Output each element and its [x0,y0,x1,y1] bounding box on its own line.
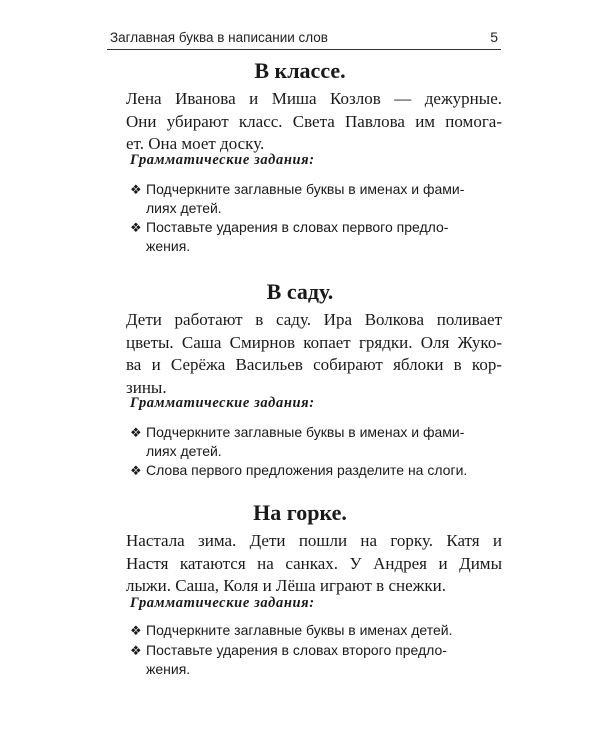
task-line: лиях детей. [146,200,222,216]
task-line: Поставьте ударения в словах первого предло- [146,219,449,235]
section-paragraph [126,88,502,156]
section-title-na-gorke: На горке. [253,500,347,525]
paragraph-line: ет. Она моет доску. [126,134,265,153]
tasks-heading: Грамматические задания: [130,395,315,411]
page-number: 5 [490,29,498,45]
diamond-bullet-icon: ❖ [130,220,142,235]
task-line: жения. [146,238,191,254]
section-paragraph [126,309,502,399]
task-line: Поставьте ударения в словах второго предло- [146,642,447,658]
paragraph-line: Они убирают класс. Света Павлова им помога- [126,111,502,131]
tasks-heading: Грамматические задания: [130,595,315,611]
tasks-heading: Грамматические задания: [130,152,315,168]
paragraph-line: зины. [126,377,167,397]
task-line: Слова первого предложения разделите на слоги. [146,462,468,478]
diamond-bullet-icon: ❖ [130,425,142,440]
diamond-bullet-icon: ❖ [130,463,142,478]
paragraph-line: ва и Серёжа Васильев собирают яблоки в кор- [126,355,502,374]
running-header [107,29,501,50]
paragraph-line: Настала зима. Дети пошли на горку. Катя и [126,531,502,550]
task-line: жения. [146,661,191,677]
diamond-bullet-icon: ❖ [130,643,142,658]
diamond-bullet-icon: ❖ [130,182,142,197]
task-item [130,641,502,679]
task-line: Подчеркните заглавные буквы в именах и фами- [146,181,465,197]
task-item [130,461,502,480]
task-line: Подчеркните заглавные буквы в именах детей. [146,622,453,638]
paragraph-line: Лена Иванова и Миша Козлов — дежурные. [126,89,502,108]
section-title-v-klasse: В классе. [254,58,346,83]
section-paragraph [126,530,502,598]
task-item [130,423,502,461]
diamond-bullet-icon: ❖ [130,623,142,638]
header-title: Заглавная буква в написании слов [110,30,328,45]
task-item [130,621,502,640]
paragraph-line: цветы. Саша Смирнов копает грядки. Оля Жуко- [126,332,502,352]
paragraph-line: лыжи. Саша, Коля и Лёша играют в снежки. [126,576,446,595]
paragraph-line: Дети работают в саду. Ира Волкова поливает [126,310,502,329]
section-title-v-sadu: В саду. [266,279,334,304]
task-item [130,218,502,256]
paragraph-line: Настя катаются на санках. У Андрея и Димы [126,553,502,573]
task-line: Подчеркните заглавные буквы в именах и фами- [146,424,465,440]
task-item [130,180,502,218]
task-line: лиях детей. [146,443,222,459]
